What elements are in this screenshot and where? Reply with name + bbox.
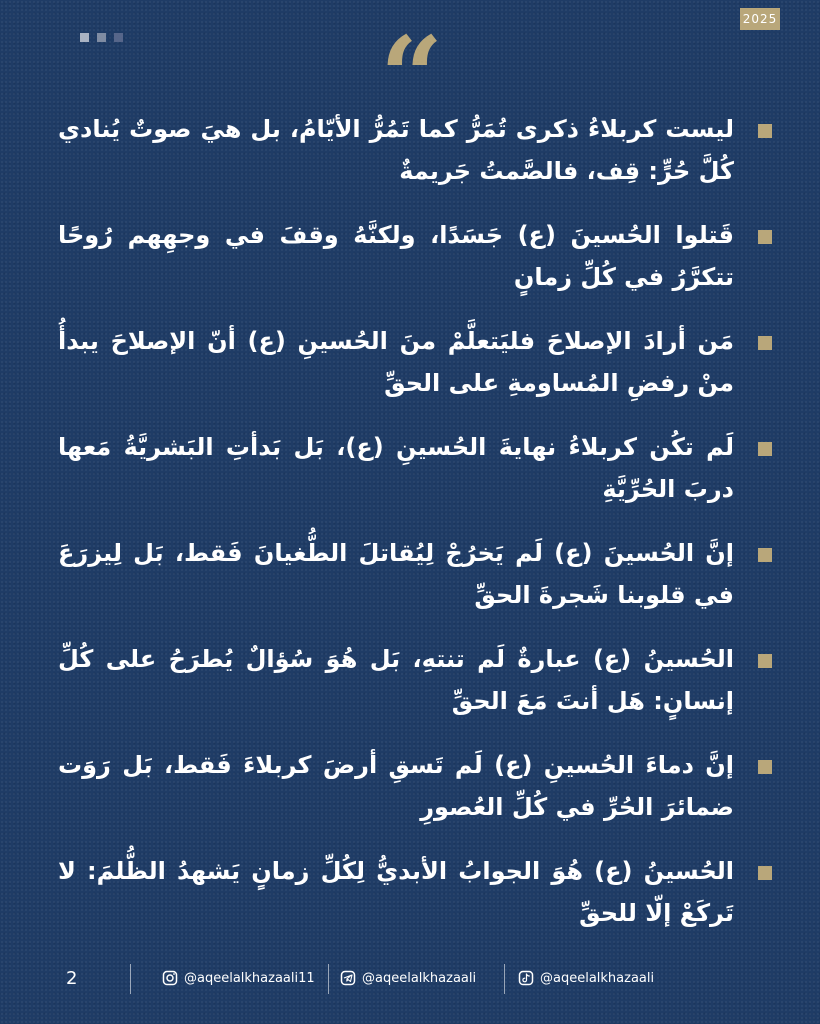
list-item-text: لَم تكُن كربلاءُ نهايةَ الحُسينِ (ع)، بَل بَدأتِ البَشريَّةُ مَعها دربَ الحُرِّيَّةِ (58, 433, 734, 503)
bullet-square-icon (758, 336, 772, 350)
bullet-square-icon (758, 442, 772, 456)
tiktok-icon (518, 970, 534, 986)
bullet-square-icon (758, 654, 772, 668)
list-item (58, 320, 772, 404)
footer-divider (504, 964, 505, 994)
list-item (58, 108, 772, 192)
list-item-text: الحُسينُ (ع) عبارةٌ لَم تنتهِ، بَل هُوَ سُؤالٌ يُطرَحُ على كُلِّ إنسانٍ: هَل أنتَ مَعَ الحقِّ (58, 645, 734, 715)
list-item (58, 426, 772, 510)
tiktok-link[interactable] (518, 970, 654, 986)
dot-square-icon (80, 33, 89, 42)
footer (0, 960, 820, 1000)
page-number: 2 (66, 968, 78, 989)
footer-divider (130, 964, 131, 994)
instagram-handle: @aqeelalkhazaali11 (184, 970, 315, 986)
bullet-square-icon (758, 866, 772, 880)
list-item-text: الحُسينُ (ع) هُوَ الجوابُ الأبديُّ لِكُلِّ زمانٍ يَشهدُ الظُّلمَ: لا تَركَعْ إلّا للحقِّ (58, 857, 734, 927)
bullet-square-icon (758, 548, 772, 562)
list-item (58, 214, 772, 298)
list-item (58, 744, 772, 828)
list-item (58, 638, 772, 722)
list-item (58, 850, 772, 934)
list-item-text: قَتلوا الحُسينَ (ع) جَسَدًا، ولكنَّهُ وقفَ في وجهِهم رُوحًا تتكرَّرُ في كُلِّ زمانٍ (58, 221, 734, 291)
bullet-square-icon (758, 124, 772, 138)
instagram-icon (162, 970, 178, 986)
telegram-handle: @aqeelalkhazaali (362, 970, 477, 986)
list-item (58, 532, 772, 616)
list-item-text: إنَّ الحُسينَ (ع) لَم يَخرُجْ لِيُقاتلَ الطُّغيانَ فَقط، بَل لِيزرَعَ في قلوبنا شَجرةَ الحقِّ (58, 539, 734, 609)
list-item-text: إنَّ دماءَ الحُسينِ (ع) لَم تَسقِ أرضَ كربلاءَ فَقط، بَل رَوَت ضمائرَ الحُرِّ في كُلِّ العُصورِ (58, 751, 734, 821)
telegram-icon (340, 970, 356, 986)
quote-mark-icon: “ (380, 12, 444, 141)
footer-divider (328, 964, 329, 994)
tiktok-handle: @aqeelalkhazaali (540, 970, 655, 986)
dot-square-icon (114, 33, 123, 42)
quote-list (58, 108, 772, 956)
bullet-square-icon (758, 760, 772, 774)
list-item-text: ليست كربلاءُ ذكرى تُمَرُّ كما تَمُرُّ الأيّامُ، بل هيَ صوتٌ يُنادي كُلَّ حُرٍّ: قِف، فالصَّمتُ جَريمةٌ (58, 115, 734, 185)
year-badge: 2025 (740, 8, 780, 30)
bullet-square-icon (758, 230, 772, 244)
decorative-dots (80, 33, 123, 42)
instagram-link[interactable] (162, 970, 315, 986)
list-item-text: مَن أرادَ الإصلاحَ فليَتعلَّمْ منَ الحُسينِ (ع) أنّ الإصلاحَ يبدأُ منْ رفضِ المُساومةِ على الحقِّ (58, 327, 734, 397)
dot-square-icon (97, 33, 106, 42)
telegram-link[interactable] (340, 970, 476, 986)
